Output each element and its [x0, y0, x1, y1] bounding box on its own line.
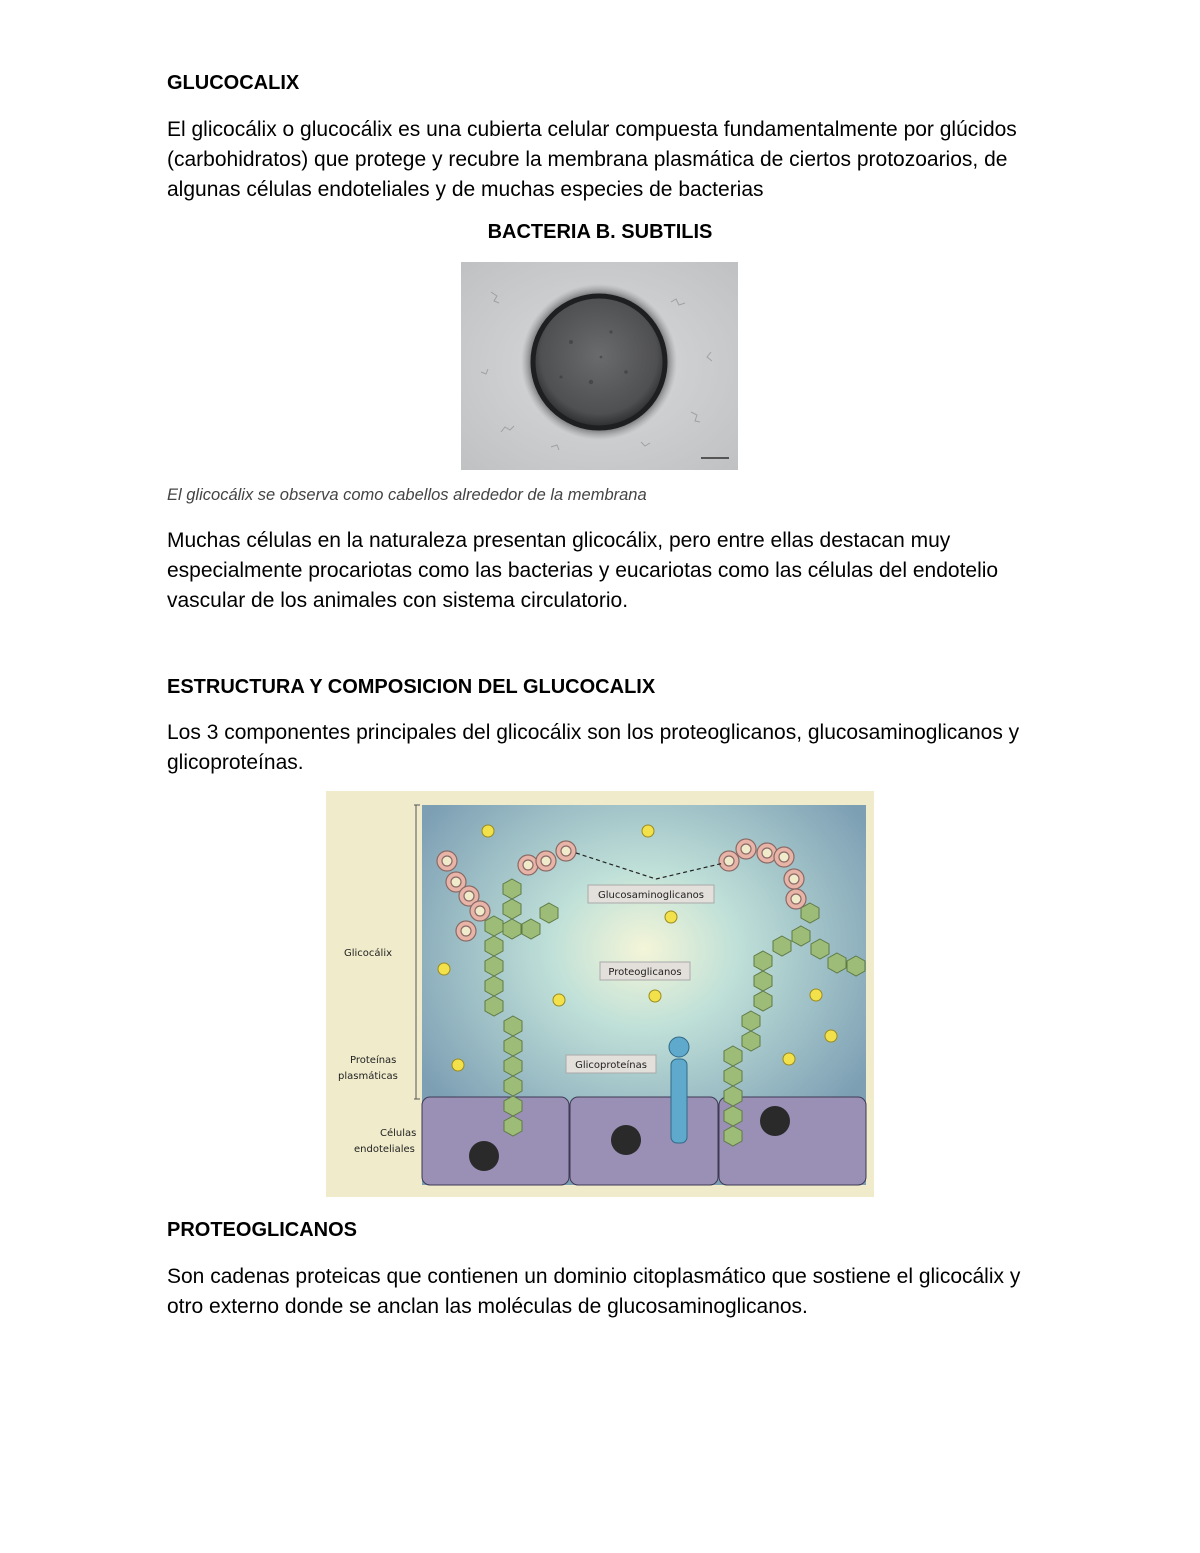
paragraph-intro: El glicocálix o glucocálix es una cubierta celular compuesta fundamentalmente por glúcidos (carbohidratos) que protege y recubre la membrana plasmática de ciertos protozoarios, de algunas células endoteliales y de muchas especies de bacterias	[167, 118, 1017, 201]
side-label-celulas-1: Células	[380, 1128, 417, 1139]
figure-title: BACTERIA B. SUBTILIS	[487, 221, 713, 243]
glycoprotein-label: Glicoproteínas	[575, 1060, 647, 1071]
figure-caption: El glicocálix se observa como cabellos alrededor de la membrana	[167, 486, 647, 504]
side-label-glicocalix: Glicocálix	[344, 948, 393, 959]
side-label-proteinas-2: plasmáticas	[338, 1071, 398, 1082]
heading-proteoglicanos: PROTEOGLICANOS	[167, 1219, 358, 1241]
side-label-celulas-2: endoteliales	[354, 1144, 415, 1155]
nucleus-right	[760, 1106, 790, 1136]
endothelial-cell-left	[422, 1097, 569, 1185]
endothelial-cells	[422, 1097, 866, 1185]
nucleus-left	[469, 1141, 499, 1171]
glycoprotein-head	[669, 1037, 689, 1057]
bacteria-micrograph-image	[461, 262, 738, 470]
nucleus-middle	[611, 1125, 641, 1155]
paragraph-cells: Muchas células en la naturaleza presentan glicocálix, pero entre ellas destacan muy especialmente procariotas como las bacterias y eucariotas como las células del endotelio vascular de los animales con sistema circulatorio.	[167, 529, 999, 612]
glycoprotein-stalk	[671, 1059, 687, 1143]
paragraph-components: Los 3 componentes principales del glicocálix son los proteoglicanos, glucosaminoglicanos y glicoproteínas.	[167, 721, 1020, 774]
glycocalyx-diagram	[326, 791, 874, 1197]
gag-label: Glucosaminoglicanos	[598, 890, 704, 901]
paragraph-proteoglicanos: Son cadenas proteicas que contienen un dominio citoplasmático que sostiene el glicocálix y otro externo donde se anclan las moléculas de glucosaminoglicanos.	[167, 1265, 1021, 1318]
heading-estructura: ESTRUCTURA Y COMPOSICION DEL GLUCOCALIX	[167, 676, 656, 698]
endothelial-cell-middle	[570, 1097, 718, 1185]
side-label-proteinas-1: Proteínas	[350, 1055, 397, 1066]
heading-glucocalix: GLUCOCALIX	[167, 72, 300, 94]
proteoglycan-label: Proteoglicanos	[608, 967, 682, 978]
